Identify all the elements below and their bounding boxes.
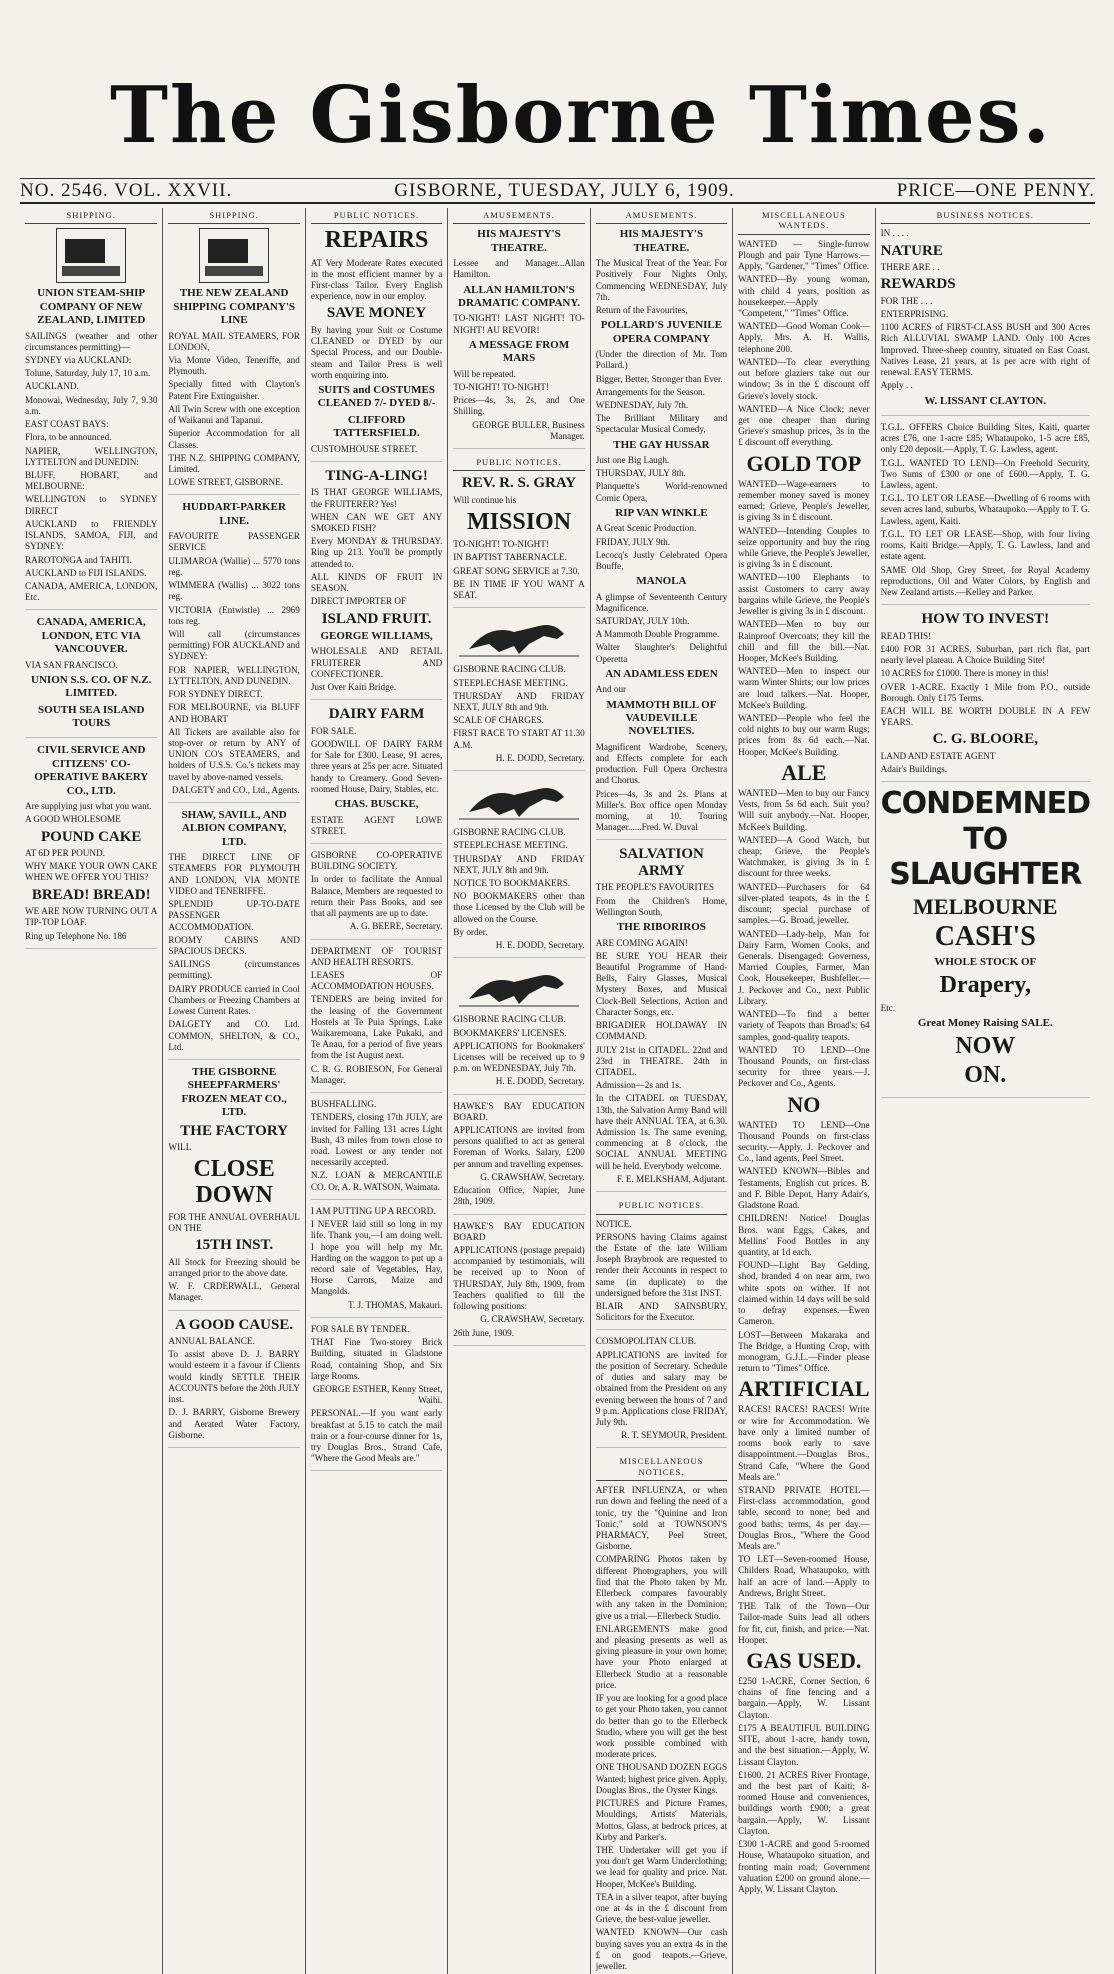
racehorse-icon xyxy=(459,964,579,1009)
masthead xyxy=(0,0,1114,175)
column-heading: SHIPPING. xyxy=(168,208,299,224)
flag-icon xyxy=(56,228,126,283)
issue-date: JULY 6, 1909. xyxy=(611,180,735,201)
bakery-ad: CIVIL SERVICE AND CITIZENS' CO-OPERATIVE BAKERY CO., LTD. Are supplying just what you want. A GOOD WHOLESOME POUND CAKE AT 6D PER POUND. WHY MAKE YOUR OWN CAKE WHEN WE OFFER YOU THIS? BREAD! BREAD! WE ARE NOW TURNING OUT A TIP-TOP LOAF. Ring up Telephone No. 186 xyxy=(25,744,157,948)
barry-ad: A GOOD CAUSE. ANNUAL BALANCE. To assist above D. J. BARRY would esteem it a favour if Clients would kindly SETTLE THEIR ACCOUNTS before the 20th JULY inst. D. J. BARRY, Gisborne Brewery and Aerated Water Factory, Gisborne. xyxy=(168,1317,299,1448)
lawless-ads: T.G.L. OFFERS Choice Building Sites, Kaiti, quarter acres £76, one 1-acre £85; Whataupoko, 1-5 acre £85, only £20 deposit.—Apply, T. G. Lawless, agent. T.G.L. WANTED TO LEND—On Freehold Security, Two Sums of £300 or one of £600.—Apply, T. G. Lawless, agent. T.G.L. TO LET OR LEASE—Dwelling of 6 rooms with seven acres land, suburbs, Whataupoko.—Apply to T. G. Lawless, agent, Kaiti. T.G.L. TO LET OR LEASE—Shop, with four living rooms, Kaiti Bridge.—Apply, T. G. Lawless, land and estate agent. SAME Old Shop, Grey Street, for Royal Academy reproductions, Oil and Water Colors, by English and New Zealand artists.—Kelley and Parker. xyxy=(881,422,1090,605)
column-public-notices xyxy=(305,208,447,1974)
newspaper-title: The Gisborne Times. xyxy=(110,70,1052,161)
column-heading: PUBLIC NOTICES. xyxy=(311,208,442,224)
steamship-icon xyxy=(199,228,269,283)
column-heading: MISCELLANEOUS WANTEDS. xyxy=(738,208,869,235)
building-society-ad: GISBORNE CO-OPERATIVE BUILDING SOCIETY. In order to facilitate the Annual Balance, Members are requested to return their Pass Books, and see that all payments are up to date. A. G. BEERE, Secretary. xyxy=(311,850,442,940)
column-amusements-1 xyxy=(447,208,589,1974)
canada-ad: CANADA, AMERICA, LONDON, ETC VIA VANCOUVER. VIA SAN FRANCISCO. UNION S.S. CO. OF N.Z. LIMITED. SOUTH SEA ISLAND TOURS xyxy=(25,616,157,738)
column-heading: AMUSEMENTS. xyxy=(596,208,727,224)
place-date: GISBORNE, TUESDAY, JULY 6, 1909. xyxy=(394,180,735,201)
education-ad-1: HAWKE'S BAY EDUCATION BOARD. APPLICATIONS are invited from persons qualified to act as general Foreman of Works. Salary, £200 per annum and travelling expenses. G. CRAWSHAW, Secretary. Education Office, Napier, June 28th, 1909. xyxy=(453,1101,584,1215)
dateline xyxy=(20,182,1095,204)
column-heading: BUSINESS NOTICES. xyxy=(881,208,1090,224)
fruiterer-ad: TING-A-LING! IS THAT GEORGE WILLIAMS, the FRUITERER? Yes! WHEN CAN WE GET ANY SMOKED FISH? Every MONDAY & THURSDAY. Ring up 213. You'll be promptly attended to. ALL KINDS OF FRUIT IN SEASON. DIRECT IMPORTER OF ISLAND FRUIT. GEORGE WILLIAMS, WHOLESALE AND RETAIL FRUITERER AND CONFECTIONER. Just Over Kaiti Bridge. xyxy=(311,468,442,700)
column-shipping-1 xyxy=(20,208,162,1974)
tender-ad: FOR SALE BY TENDER. THAT Fine Two-storey Brick Building, situated in Gladstone Road, containing Shop, and Six large Rooms. GEORGE ESTHER, Kenny Street, Waihi. PERSONAL.—If you want early breakfast at 5.15 to catch the mail train or a four-course dinner for 1s, try Douglas Bros., Strand Cafe, "Where the Good Meals are." xyxy=(311,1324,442,1472)
column-business-notices xyxy=(875,208,1095,1974)
issue-number: NO. 2546. VOL. XXVII. xyxy=(20,180,233,201)
cosmopolitan-ad: COSMOPOLITAN CLUB. APPLICATIONS are invited for the position of Secretary. Schedule of duties and salary may be obtained from the President on any evening between the hours of 7 and 9 p.m. Applications close FRIDAY, July 9th. R. T. SEYMOUR, President. xyxy=(596,1336,727,1448)
racing-ad-2: GISBORNE RACING CLUB. STEEPLECHASE MEETING. THURSDAY AND FRIDAY NEXT, JULY 8th and 9th. NOTICE TO BOOKMAKERS. NO BOOKMAKERS other than those Licensed by the Club will be allowed on the Course. By order. H. E. DODD, Secretary. xyxy=(453,777,584,958)
bushfalling-ad: BUSHFALLING. TENDERS, closing 17th JULY, are invited for Falling 131 acres Light Bush, 43 miles from town close to road. Lowest or any tender not necessarily accepted. N.Z. LOAN & MERCANTILE CO. Or, A. R. WATSON, Waimata. xyxy=(311,1099,442,1200)
racehorse-icon xyxy=(459,614,579,659)
record-ad: I AM PUTTING UP A RECORD. I NEVER laid still so long in my life. Thank you,—I am doing well. I hope you will help my Mr. Harding on the waggon to put up a record sale of Vegetables, Hay, Horse Carrots, Maize and Mangolds. T. J. THOMAS, Makauri. xyxy=(311,1206,442,1318)
tailor-ad: REPAIRS AT Very Moderate Rates executed in the most efficient manner by a First-class Tailor. Every English experience, now in our employ. SAVE MONEY By having your Suit or Costume CLEANED or DYED by our Special Process, and our Double-steam and Tailor Press is well worth enquiring into. SUITS and COSTUMES CLEANED 7/- DYED 8/- CLIFFORD TATTERSFIELD. CUSTOMHOUSE STREET. xyxy=(311,228,442,462)
column-shipping-2 xyxy=(162,208,304,1974)
mission-ad: REV. R. S. GRAY Will continue his MISSION TO-NIGHT! TO-NIGHT! IN BAPTIST TABERNACLE. GREAT SONG SERVICE at 7.30. BE IN TIME IF YOU WANT A SEAT. xyxy=(453,475,584,608)
tourist-ad: DEPARTMENT OF TOURIST AND HEALTH RESORTS. LEASES OF ACCOMMODATION HOUSES. TENDERS are being invited for the leasing of the Government Hostels at Te Puia Springs, Lake Waikaremoana, Lake Pukaki, and Te Anau, for a period of five years from the 1st August next. C. R. G. ROBIESON, For General Manager. xyxy=(311,946,442,1094)
column-heading: SHIPPING. xyxy=(25,208,157,224)
pollard-ad: HIS MAJESTY'S THEATRE. The Musical Treat of the Year. For Positively Four Nights Only, Commencing WEDNESDAY, July 7th. Return of the Favourites, POLLARD'S JUVENILE OPERA COMPANY (Under the direction of Mr. Tom Pollard.) Bigger, Better, Stronger than Ever. Arrangements for the Season. WEDNESDAY, July 7th. The Brilliant Military and Spectacular Musical Comedy, THE GAY HUSSAR Just one Big Laugh. THURSDAY, JULY 8th. Planquette's World-renowned Comic Opera, RIP VAN WINKLE A Great Scenic Production. FRIDAY, JULY 9th. Lecocq's Justly Celebrated Opera Bouffe, MANOLA A glimpse of Seventeenth Century Magnificence. SATURDAY, JULY 10th. A Mammoth Double Programme. Walter Slaughter's Delightful Operetta AN ADAMLESS EDEN And our MAMMOTH BILL OF VAUDEVILLE NOVELTIES. Magnificent Wardrobe, Scenery, and Effects complete for each production. Full Opera Orchestra and Chorus. Prices—4s, 3s and 2s. Plans at Miller's. Box office open Monday morning, at 10. Touring Manager......Fred. W. Duval xyxy=(596,228,727,840)
nature-ad: IN . . . . NATURE THERE ARE . . REWARDS FOR THE . . . ENTERPRISING. 1100 ACRES of FIRST-CLASS BUSH and 300 Acres Rich ALLUVIAL SWAMP LAND. Only 100 Acres Improved. Three-sheep country, situated on East Coast. Natives Lease, 21 years, at 1s per acre with right of renewal. EASY TERMS. Apply . . W. LISSANT CLAYTON. xyxy=(881,228,1090,416)
frozen-meat-ad: THE GISBORNE SHEEPFARMERS' FROZEN MEAT CO., LTD. THE FACTORY WILL CLOSE DOWN FOR THE ANNUAL OVERHAUL ON THE 15TH INST. All Stock for Freezing should be arranged prior to the above date. W. F. CRDERWALL, General Manager. xyxy=(168,1066,299,1311)
dairy-farm-ad: DAIRY FARM FOR SALE. GOODWILL OF DAIRY FARM for Sale for £300. Lease, 91 acres, three years at 25s per acre. Situated handy to Creamery. Good Seven-roomed House, Dairy, Stables, etc. CHAS. BUSCKE, ESTATE AGENT LOWE STREET. xyxy=(311,706,442,844)
column-subheading: PUBLIC NOTICES. xyxy=(596,1198,727,1214)
racing-ad-1: GISBORNE RACING CLUB. STEEPLECHASE MEETING. THURSDAY AND FRIDAY NEXT, JULY 8th and 9th. SCALE OF CHARGES. FIRST RACE TO START AT 11.30 A.M. H. E. DODD, Secretary. xyxy=(453,614,584,771)
column-wanteds: MISCELLANEOUS WANTEDS. WANTED — Single-furrow Plough and pair Tyne Harrows.—Apply, "Gardener," "Times" Office. WANTED—By young woman, with child 4 years, position as housekeeper.—Apply "Competent," "Times" Office. WANTED—Good Woman Cook—Apply, Mrs. A. H. Wallis, telephone 200. WANTED—To clear everything out before glaziers take out our window; 3s in the £ discount off Grieve's lovely stock. WANTED—A Nice Clock; never get one cheaper than during Grieve's smashup prices, 3s in the £ discount off everything. GOLD TOP WANTED—Wage-earners to remember money saved is money earned; Grieve, People's Jeweller, is giving 3s in £ discount. WANTED—Intending Couples to seize opportunity and buy the ring while Grieve, the People's Jeweller, is giving 3s in £ discount. WANTED—100 Elephants to assist Customers to carry away bargains while Grieve, the People's Jeweller is giving 3s in £ discount. WANTED—Men to buy our Rainproof Overcoats; they kill the chill and fill the bill.—Nat. Hooper, McKee's Building. WANTED—Men to inspect our warm Winter Shirts; our low prices are loud talkers.—Nat. Hooper, McKee's Building. WANTED—People who feel the cold nights to buy our warm Rugs; prices from 8s 6d each.—Nat. Hooper, McKee's Building. ALE WANTED—Men to buy our Fancy Vests, from 5s 6d each. Suit you? Will suit anybody.—Nat. Hooper, McKee's Building. WANTED—A Good Watch, but cheap; Grieve, the People's Watchmaker, is giving 3s in £ discount for three weeks. WANTED—Purchasers for 64 silver-plated teapots, 4s in the £ discount; special purchase of samples.—G. Broad, jeweller. WANTED—Lady-help, Man for Dairy Farm, Women Cooks, and Generals. Disengaged: Governess, Married Couples, Farmer, Man Cook, Housekeeper, Bushfeller.—J. Peckover and Co., next Public Library. WANTED—To find a better variety of Teapots than Broad's; 64 samples, good-quality teapots. WANTED TO LEND—One Thousand Pounds, on first-class security for three years.—J. Peckover and Co., Agents. NO WANTED TO LEND—One Thousand Pounds on first-class security.—Apply, J. Peckover and Co., land agents, Peel Street. WANTED KNOWN—Bibles and Testaments, English cut prices. B. and F. Bible Depot, Harry Adair's, Gladstone Road. CHILDREN! Notice! Douglas Bros. want Eggs, Cakes, and Mellins' Food Bottles in any quantity, at 1d each. FOUND—Light Bay Gelding, shod, branded 4 on near arm, two white spots on wither. If not claimed within 14 days will be sold to defray expenses.—Ewen Cameron. LOST—Between Makaraka and The Bridge, a Hunting Crop, with monogram, G.J.L.—Finder please return to "Times" Office. ARTIFICIAL RACES! RACES! RACES! Write or wire for Accommodation. We have only a limited number of rooms book early to save disappointment.—Douglas Bros., Strand Cafe, "Where the Good Meals are." STRAND PRIVATE HOTEL—First-class accommodation, good table, second to none; bed and good baths; terms, 4s per day.—Douglas Bros., "Where the Good Meals are." TO LET—Seven-roomed House, Childers Road, Whataupoko, with half an acre of land.—Apply to Andrews, Bright Street. THE Talk of the Town—Our Tailor-made Suits lead all others for fit, cut, finish, and price.—Nat. Hooper. GAS USED. £250 1-ACRE, Corner Section, 6 chains of fine fencing and a bargain.—Apply, W. Lissant Clayton. £175 A BEAUTIFUL BUILDING SITE, about 1-acre, handy town, and the best situation.—Apply, W. Lissant Clayton. £1600. 21 ACRES River Frontage, and the best part of Kaiti; 8-roomed House and conveniences, buildings worth £900; a great bargain.—Apply, W. Lissant Clayton. £300 1-ACRE and good 5-roomed House, Whataupoko situation, and fronting main road; Government valuation £200 on ground alone.—Apply, W. Lissant Clayton. xyxy=(732,208,874,1974)
column-heading: AMUSEMENTS. xyxy=(453,208,584,224)
union-ad: UNION STEAM-SHIP COMPANY OF NEW ZEALAND, LIMITED SAILINGS (weather and other circumstances permitting)— SYDNEY via AUCKLAND: Tolune, Saturday, July 17, 10 a.m. AUCKLAND. Monowai, Wednesday, July 7, 9.30 a.m. EAST COAST BAYS: Flora, to be announced. NAPIER, WELLINGTON, LYTTELTON and DUNEDIN: BLUFF, HOBART, and MELBOURNE: WELLINGTON to SYDNEY DIRECT AUCKLAND to FRIENDLY ISLANDS, SAMOA, FIJI, and SYDNEY: RAROTONGA and TAHITI. AUCKLAND to FIJI ISLANDS. CANADA, AMERICA, LONDON, Etc. xyxy=(25,228,157,610)
racehorse-icon xyxy=(459,777,579,822)
price: PRICE—ONE PENNY. xyxy=(896,180,1095,201)
columns xyxy=(20,208,1095,1972)
estate-notice: NOTICE. PERSONS having Claims against the Estate of the late William Joseph Braybrook are requested to render their Accounts in respect to same (in duplicate) to the undersigned before the 31st INST. BLAIR AND SAINSBURY, Solicitors for the Executor. xyxy=(596,1219,727,1331)
column-subheading: MISCELLANEOUS NOTICES. xyxy=(596,1454,727,1481)
drapery-sale-ad: CONDEMNED TO SLAUGHTER MELBOURNE CASH'S WHOLE STOCK OF Drapery, Etc. Great Money Raising SALE. NOW ON. xyxy=(881,788,1090,1097)
column-amusements-2: AMUSEMENTS. HIS MAJESTY'S THEATRE. The Musical Treat of the Year. For Positively Four Nights Only, Commencing WEDNESDAY, July 7th. Return of the Favourites, POLLARD'S JUVENILE OPERA COMPANY (Under the direction of Mr. Tom Pollard.) Bigger, Better, Stronger than Ever. Arrangements for the Season. WEDNESDAY, July 7th. The Brilliant Military and Spectacular Musical Comedy, THE GAY HUSSAR Just one Big Laugh. THURSDAY, JULY 8th. Planquette's World-renowned Comic Opera, RIP VAN WINKLE A Great Scenic Production. FRIDAY, JULY 9th. Lecocq's Justly Celebrated Opera Bouffe, MANOLA A glimpse of Seventeenth Century Magnificence. SATURDAY, JULY 10th. A Mammoth Double Programme. Walter Slaughter's Delightful Operetta AN ADAMLESS EDEN And our MAMMOTH BILL OF VAUDEVILLE NOVELTIES. Magnificent Wardrobe, Scenery, and Effects complete for each production. Full Opera Orchestra and Chorus. Prices—4s, 3s and 2s. Plans at Miller's. Box office open Monday morning, at 10. Touring Manager......Fred. W. Duval SALVATION ARMY THE PEOPLE'S FAVOURITES From the Children's Home, Wellington South, THE RIBORIROS ARE COMING AGAIN! BE SURE YOU HEAR their Beautiful Programme of Hand-Bells, Fairy Glasses, Musical Mystery Boxes, and Musical Clock-Bell Selections, Action and Character Songs, etc. BRIGADIER HOLDAWAY IN COMMAND. JULY 21st in CITADEL. 22nd and 23rd in THEATRE. 24th in CITADEL. Admission—2s and 1s. In the CITADEL on TUESDAY, 13th, the Salvation Army Band will have their ANNUAL TEA, at 6.30. Admission 1s. The same evening, commencing at 8 o'clock, the SOCIAL ANNUAL MEETING will be held. Everybody welcome. F. E. MELKSHAM, Adjutant. PUBLIC NOTICES. NOTICE. PERSONS having Claims against the Estate of the late William Joseph Braybrook are requested to render their Accounts in respect to same (in duplicate) to the undersigned before the 31st INST. BLAIR AND SAINSBURY, Solicitors for the Executor. COSMOPOLITAN CLUB. APPLICATIONS are invited for the position of Secretary. Schedule of duties and salary may be obtained from the President on any evening between the hours of 7 and 9 p.m. Applications close FRIDAY, July 9th. R. T. SEYMOUR, President. MISCELLANEOUS NOTICES. AFTER INFLUENZA, or when run down and feeling the need of a tonic, try the "Quinine and Iron Tonic," sold at TOWNSON'S PHARMACY, Peel Street, Gisborne. COMPARING Photos taken by different Photographers, you will find that the Photo taken by Mr. Ellerbeck compares favourably with any taken in the Dominion; give us a trial.—Ellerbeck Studio. ENLARGEMENTS make good and pleasing presents as well as giving pleasure in your own home; have your Photo enlarged at Ellerbeck Studio at a reasonable price. IF you are looking for a good place to get your Photo taken, you cannot do better than go to the Ellerbeck Studio, where you will get the best work possible combined with moderate prices. ONE THOUSAND DOZEN EGGS Wanted; highest price given. Apply, Douglas Bros., the Oyster Kings. PICTURES and Picture Frames, Mouldings, Artists' Materials, Mottos, Glass, at bedrock prices, at Kirby and Parker's. THE Undertaker will get you if you don't get Warm Underclothing; we lead for quality and price. Nat. Hooper, McKee's Building. TEA in a silver teapot, after buying one at 4s in the £ discount from Grieve, the best-value jeweller. WANTED KNOWN—Our cash buying saves you an extra 4s in the £ on good teapots.—Grieve, jeweller. xyxy=(590,208,732,1974)
column-subheading: PUBLIC NOTICES. xyxy=(453,455,584,471)
education-ad-2: HAWKE'S BAY EDUCATION BOARD APPLICATIONS (postage prepaid) accompanied by testimonials, will be received up to Noon of THURSDAY, July 8th, 1909, from Teachers qualified to fill the following positions: G. CRAWSHAW, Secretary. 26th June, 1909. xyxy=(453,1221,584,1346)
nz-shipping-ad: THE NEW ZEALAND SHIPPING COMPANY'S LINE ROYAL MAIL STEAMERS, FOR LONDON, Via Monte Video, Teneriffe, and Plymouth. Specially fitted with Clayton's Patent Fire Extinguisher. All Twin Screw with one exception of Waikanui and Tapanui. Superior Accommodation for all Classes. THE N.Z. SHIPPING COMPANY, Limited. LOWE STREET, GISBORNE. xyxy=(168,228,299,495)
salvation-army-ad: SALVATION ARMY THE PEOPLE'S FAVOURITES From the Children's Home, Wellington South, THE RIBORIROS ARE COMING AGAIN! BE SURE YOU HEAR their Beautiful Programme of Hand-Bells, Fairy Glasses, Musical Mystery Boxes, and Musical Clock-Bell Selections, Action and Character Songs, etc. BRIGADIER HOLDAWAY IN COMMAND. JULY 21st in CITADEL. 22nd and 23rd in THEATRE. 24th in CITADEL. Admission—2s and 1s. In the CITADEL on TUESDAY, 13th, the Salvation Army Band will have their ANNUAL TEA, at 6.30. Admission 1s. The same evening, commencing at 8 o'clock, the SOCIAL ANNUAL MEETING will be held. Everybody welcome. F. E. MELKSHAM, Adjutant. xyxy=(596,846,727,1192)
racing-ad-3: GISBORNE RACING CLUB. BOOKMAKERS' LICENSES. APPLICATIONS for Bookmakers' Licenses will be received up to 9 p.m. on WEDNESDAY, July 7th. H. E. DODD, Secretary. xyxy=(453,964,584,1094)
masthead-rule xyxy=(20,178,1095,179)
invest-ad: HOW TO INVEST! READ THIS! £400 FOR 31 ACRES, Suburban, part rich flat, part nearly level plateau. A Choice Building Site! 10 ACRES for £1000. There is money in this! OVER 1-ACRE. Exactly 1 Mile from P.O., outside Borough. Only £175 Terms. EACH WILL BE WORTH DOUBLE IN A FEW YEARS. C. G. BLOORE, LAND AND ESTATE AGENT Adair's Buildings. xyxy=(881,611,1090,782)
shaw-savill-ad: SHAW, SAVILL, AND ALBION COMPANY, LTD. THE DIRECT LINE OF STEAMERS FOR PLYMOUTH AND LONDON, VIA MONTE VIDEO and TENERIFFE. SPLENDID UP-TO-DATE PASSENGER ACCOMMODATION. ROOMY CABINS AND SPACIOUS DECKS. SAILINGS (circumstances permitting). DAIRY PRODUCE carried in Cool Chambers or Freezing Chambers at Lowest Current Rates. DALGETY and CO. Ltd. COMMON, SHELTON, & CO., Ltd. xyxy=(168,809,299,1060)
hamilton-ad: HIS MAJESTY'S THEATRE. Lessee and Manager...Allan Hamilton. ALLAN HAMILTON'S DRAMATIC COMPANY. TO-NIGHT! LAST NIGHT! TO-NIGHT! AU REVOIR! A MESSAGE FROM MARS Will be repeated. TO-NIGHT! TO-NIGHT! Prices—4s, 3s, 2s, and One Shilling. GEORGE BULLER, Business Manager. xyxy=(453,228,584,449)
huddart-ad: HUDDART-PARKER LINE. FAVOURITE PASSENGER SERVICE ULIMAROA (Wallie) ... 5770 tons reg. WIMMERA (Wallis) ... 3022 tons reg. VICTORIA (Entwistle) ... 2969 tons reg. Will call (circumstances permitting) FOR AUCKLAND and SYDNEY: FOR NAPIER, WELLINGTON, LYTTELTON, AND DUNEDIN. FOR SYDNEY DIRECT. FOR MELBOURNE, via BLUFF AND HOBART All Tickets are available also for stop-over or return by ANY of UNION CO's STEAMERS, and holders of U.S.S. Co.'s tickets may travel by above-named vessels. DALGETY and CO., Ltd., Agents. xyxy=(168,501,299,803)
